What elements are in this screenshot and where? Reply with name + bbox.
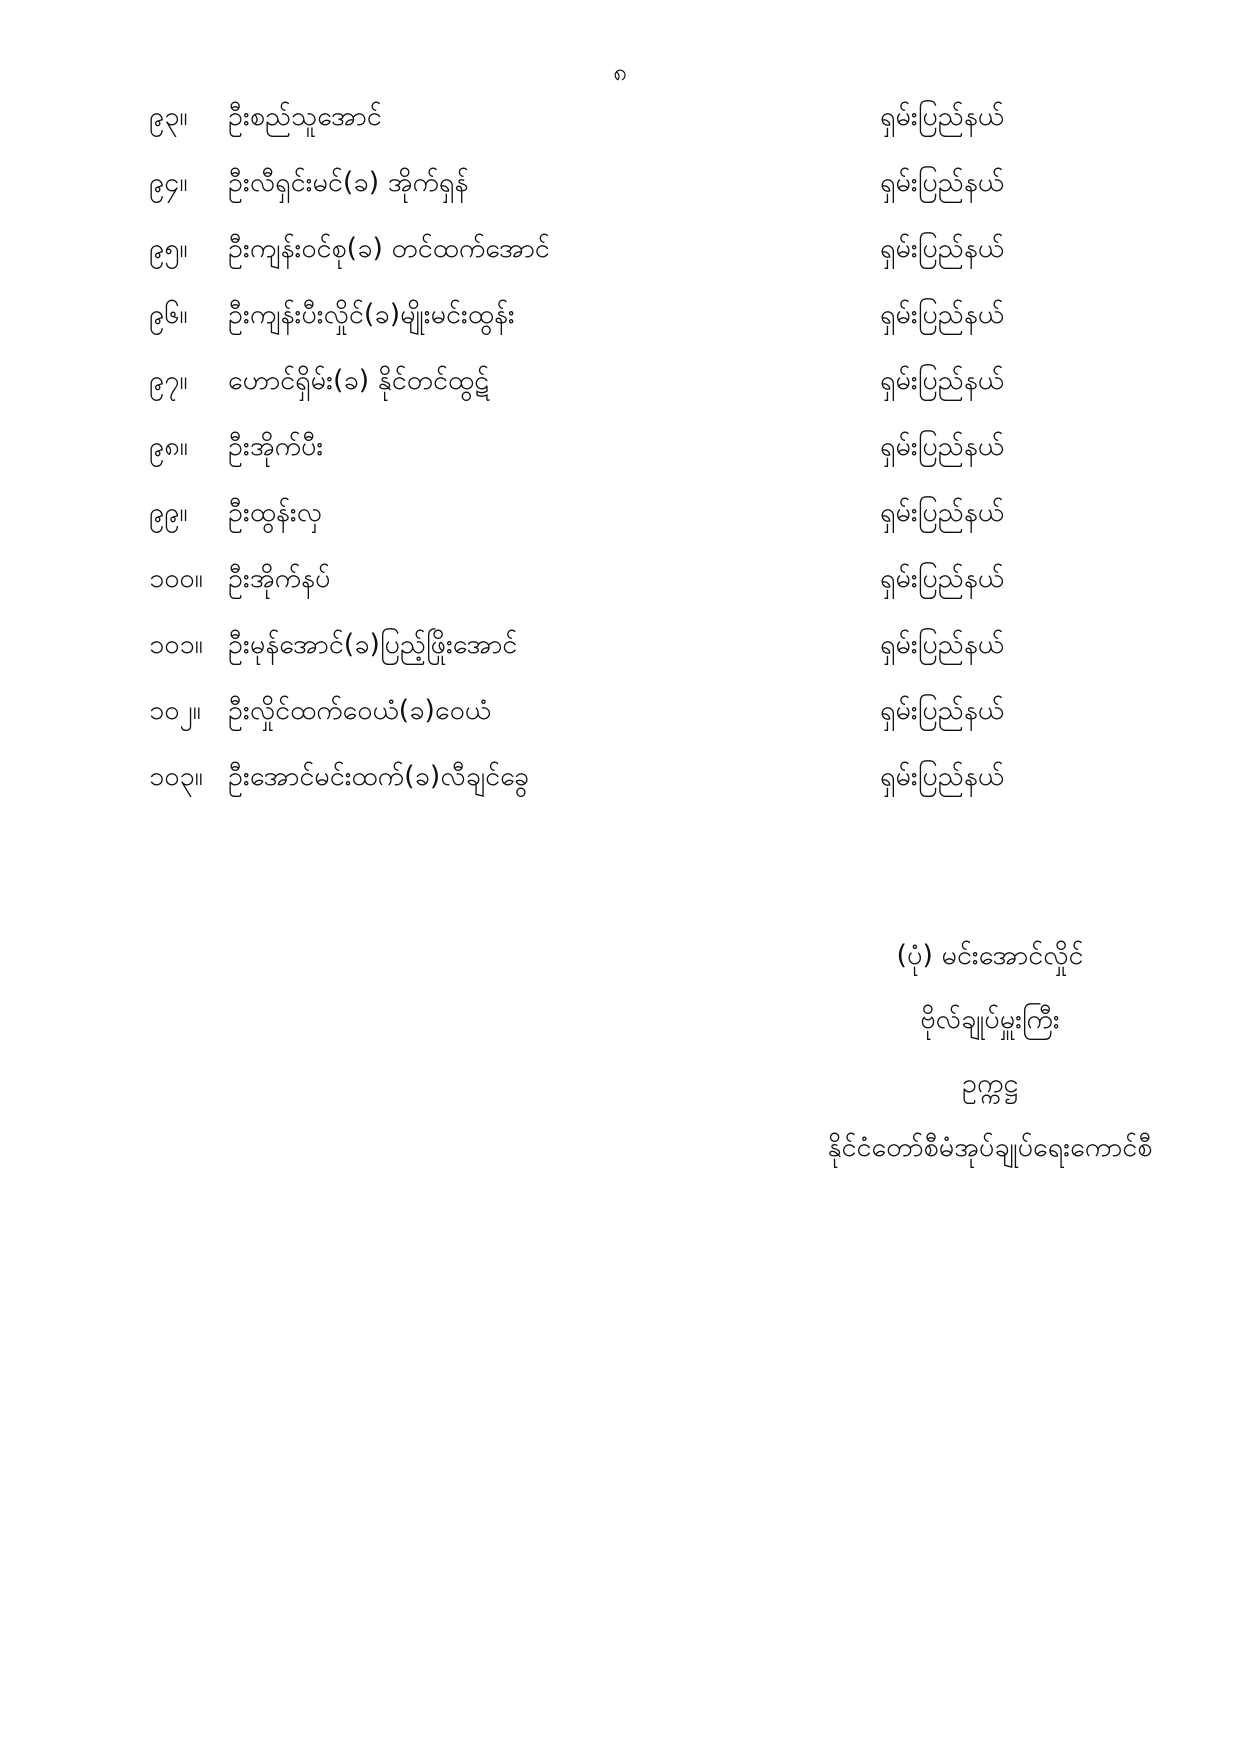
entry-name: ဦးထွန်းလှ	[228, 497, 323, 528]
entry-name: ဦးကျန်းဝင်စု(ခ) တင်ထက်အောင်	[228, 233, 550, 264]
entry-region: ရှမ်းပြည်နယ်	[880, 167, 1005, 198]
entry-number: ၉၆။	[149, 299, 188, 330]
list-item	[0, 752, 1240, 818]
entry-region: ရှမ်းပြည်နယ်	[880, 563, 1005, 594]
entry-number: ၉၇။	[149, 365, 188, 396]
entry-number: ၁၀၁။	[149, 629, 203, 660]
signatory-role: ဥက္ကဋ္ဌ	[961, 1068, 1019, 1099]
entry-name: ဦးစည်သူအောင်	[228, 101, 382, 132]
entry-name: ဦးကျန်းပီးလှိုင်(ခ)မျိုးမင်းထွန်း	[228, 299, 515, 330]
entry-number: ၉၃။	[149, 101, 188, 132]
page-number: ၈	[613, 58, 627, 86]
entry-name: ဦးမုန်အောင်(ခ)ပြည့်ဖြိုးအောင်	[228, 629, 518, 660]
entry-region: ရှမ်းပြည်နယ်	[880, 695, 1005, 726]
entry-name: ဦးအိုက်ပီး	[228, 431, 324, 462]
list-item	[0, 686, 1240, 752]
entry-region: ရှမ်းပြည်နယ်	[880, 299, 1005, 330]
signatory-name: (ပုံ) မင်းအောင်လှိုင်	[896, 940, 1084, 971]
entry-name: ဦးအောင်မင်းထက်(ခ)လီချင်ခွေ	[228, 761, 529, 792]
entry-region: ရှမ်းပြည်နယ်	[880, 101, 1005, 132]
list-item	[0, 488, 1240, 554]
entry-name: ဦးလှိုင်ထက်ဝေယံ(ခ)ဝေယံ	[228, 695, 491, 726]
list-item	[0, 290, 1240, 356]
entry-region: ရှမ်းပြည်နယ်	[880, 497, 1005, 528]
entry-number: ၉၅။	[149, 233, 188, 264]
entry-number: ၉၄။	[149, 167, 188, 198]
entry-number: ၁၀၀။	[149, 563, 203, 594]
signatory-office: နိုင်ငံတော်စီမံအုပ်ချုပ်ရေးကောင်စီ	[827, 1132, 1153, 1163]
signature-block	[780, 928, 1200, 1184]
entry-region: ရှမ်းပြည်နယ်	[880, 233, 1005, 264]
entry-region: ရှမ်းပြည်နယ်	[880, 629, 1005, 660]
list-item	[0, 92, 1240, 158]
entry-name: ဟောင်ရှိမ်း(ခ) နိုင်တင်ထွဋ်	[228, 365, 490, 396]
list-item	[0, 620, 1240, 686]
entry-number: ၉၈။	[149, 431, 188, 462]
list-item	[0, 554, 1240, 620]
entry-name: ဦးအိုက်နပ်	[228, 563, 331, 594]
entry-region: ရှမ်းပြည်နယ်	[880, 761, 1005, 792]
list-item	[0, 422, 1240, 488]
list-item	[0, 224, 1240, 290]
member-list	[0, 92, 1240, 818]
list-item	[0, 158, 1240, 224]
entry-number: ၉၉။	[149, 497, 188, 528]
entry-number: ၁၀၃။	[149, 761, 203, 792]
list-item	[0, 356, 1240, 422]
entry-number: ၁၀၂။	[149, 695, 201, 726]
entry-region: ရှမ်းပြည်နယ်	[880, 365, 1005, 396]
signatory-rank: ဗိုလ်ချုပ်မှူးကြီး	[920, 1004, 1060, 1035]
entry-name: ဦးလီရှင်းမင်(ခ) အိုက်ရှန်	[228, 167, 469, 198]
entry-region: ရှမ်းပြည်နယ်	[880, 431, 1005, 462]
